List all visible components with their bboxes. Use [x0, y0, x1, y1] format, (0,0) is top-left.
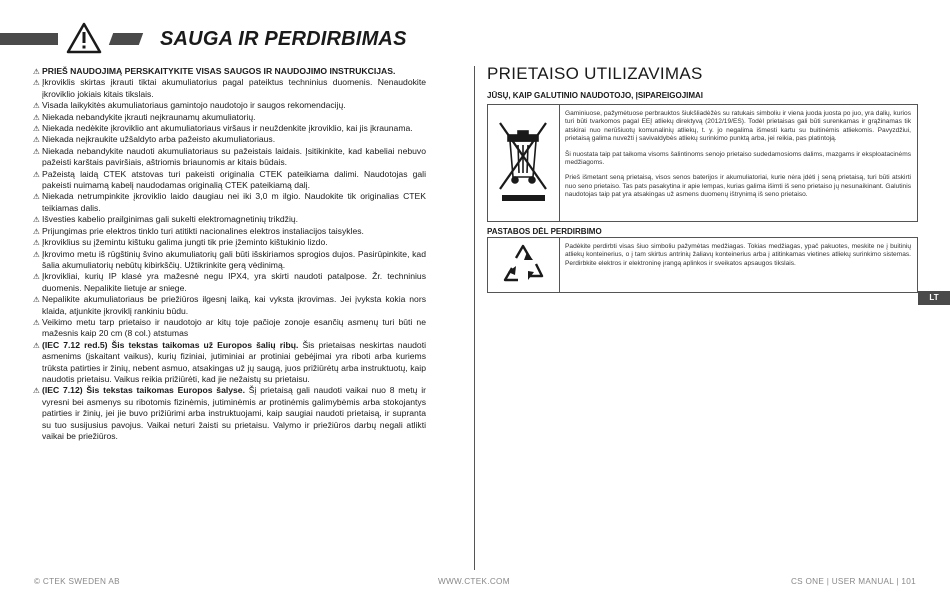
column-divider	[474, 66, 475, 570]
safety-item-text: Niekada nebandykite naudoti akumuliatoriaus su pažeistais laidais. Įsitikinkite, kad kabeliai nebuvo pažeisti karštais paviršiais, aštriomis briaunomis ar kitais būdais.	[42, 145, 426, 168]
safety-item	[34, 112, 426, 123]
safety-item-text: Išvesties kabelio prailginimas gali sukelti elektromagnetinių trikdžių.	[42, 214, 299, 225]
safety-item	[34, 134, 426, 145]
warning-icon: ⚠	[33, 238, 40, 248]
warning-icon: ⚠	[33, 124, 40, 134]
safety-item-text: Pažeistą laidą CTEK atstovas turi pakeisti originalia CTEK pateikiama dalimi. Naudotojas gali pakeisti nuimamą kabelį naudodamas originalią CTEK pateikiamą dalį.	[42, 168, 426, 191]
weee-box	[487, 104, 918, 222]
safety-item	[34, 294, 426, 317]
footer-copyright: © CTEK SWEDEN AB	[34, 577, 120, 586]
recycling-subtitle: PASTABOS DĖL PERDIRBIMO	[487, 227, 602, 236]
safety-item-bold: (IEC 7.12 red.5) Šis tekstas taikomas už Europos šalių ribų.	[42, 339, 299, 350]
safety-item	[34, 385, 426, 442]
safety-item	[34, 237, 426, 248]
safety-item-text: Įkroviklis skirtas įkrauti tiktai akumuliatorius pagal pateiktus techninius duomenis. Nenaudokite įkroviklio jokiais kitais tikslais.	[42, 77, 426, 99]
warning-icon: ⚠	[33, 340, 40, 350]
warning-triangle-icon	[66, 22, 102, 54]
safety-item	[34, 191, 426, 214]
safety-item-text: Įkrovimo metu iš rūgštinių švino akumuliatorių gali būti išskiriamos sprogios dujos. Pasirūpinkite, kad šalia akumuliatorių nebūtų kibirkščių. Užtikrinkite gerą vėdinimą.	[42, 248, 426, 270]
safety-item-bold: PRIEŠ NAUDOJIMĄ PERSKAITYKITE VISAS SAUGOS IR NAUDOJIMO INSTRUKCIJAS.	[42, 66, 396, 76]
warning-icon: ⚠	[33, 295, 40, 305]
safety-item	[34, 123, 426, 134]
safety-item	[34, 271, 426, 294]
warning-icon: ⚠	[33, 249, 40, 259]
warning-icon: ⚠	[33, 67, 40, 76]
safety-item-text: Veikimo metu tarp prietaiso ir naudotojo ar kitų toje pačioje zonoje esančių asmenų turi būti ne mažesnis kaip 20 cm (8 col.) atstumas	[42, 316, 426, 339]
page-title: SAUGA IR PERDIRBIMAS	[160, 28, 407, 50]
crossed-bin-icon	[488, 105, 559, 221]
warning-icon: ⚠	[33, 317, 40, 327]
safety-item	[34, 77, 426, 100]
recycle-icon-cell	[488, 238, 560, 292]
safety-item	[34, 226, 426, 237]
warning-icon: ⚠	[33, 78, 40, 88]
header-bar-left	[0, 33, 58, 45]
safety-item	[34, 146, 426, 169]
header-bar-right	[109, 33, 143, 45]
safety-item-text: Niekada nebandykite įkrauti neįkraunamų akumuliatorių.	[42, 111, 256, 122]
weee-paragraph: Ši nuostata taip pat taikoma visoms šalintinoms senojo prietaiso sudedamosioms dalims, mazgams ir eksploatacinėms medžiagoms.	[565, 150, 911, 167]
warning-icon: ⚠	[33, 101, 40, 111]
safety-item	[34, 317, 426, 340]
warning-icon: ⚠	[33, 272, 40, 282]
warning-icon: ⚠	[33, 169, 40, 179]
warning-icon: ⚠	[33, 112, 40, 122]
warning-icon: ⚠	[33, 386, 40, 396]
safety-item	[34, 214, 426, 225]
safety-item-text: Niekada neįkraukite užšaldyto arba pažeisto akumuliatoriaus.	[42, 134, 276, 145]
safety-item-text: Šį prietaisą gali naudoti vaikai nuo 8 metų ir vyresni bei asmenys su ribotomis fizinėmis, jutiminėmis ar protinėmis galimybėmis arba stokojantys patirties ir žinių, jei jie buvo prižiūrimi arba instruktuojami, kaip saugiai naudoti prietaisą, ir supranta su tuo susijusius pavojus. Vaikai neturi žaisti su prietaisu. Valymo ir priežiūros darbų negali atlikti vaikai be priežiūros.	[42, 385, 426, 441]
recycle-icon	[488, 238, 559, 292]
safety-item-text: Įkroviklius su įžemintu kištuku galima jungti tik prie įžeminto kištukinio lizdo.	[42, 237, 328, 248]
safety-list	[34, 66, 426, 442]
safety-item-text: Šis prietaisas neskirtas naudoti asmenims (įskaitant vaikus), kurių fiziniai, jutiminiai ar protiniai gebėjimai yra riboti arba kuriems trūksta patirties ir žinių, nebent asmuo, atsakingas už jų saugą, juos prižiūrėtų arba instruktuotų, kaip naudotis prietaisu. Vaikus reikia prižiūrėti, kad jie nežaistų su prietaisu.	[42, 339, 426, 384]
warning-icon: ⚠	[33, 215, 40, 225]
safety-item-text: Niekada netrumpinkite įkroviklio laido daugiau nei iki 3,0 m ilgio. Naudokite tik originalias CTEK teikiamas dalis.	[42, 191, 426, 213]
recycling-text: Padėkite perdirbti visas šiuo simboliu pažymėtas medžiagas. Tokias medžiagas, ypač pakuotes, meskite ne į buitinių atliekų konteinerius, o į tam skirtus antrinių žaliavų konteinerius arba į atitinkamas vietines atliekų surinkimo sistemas. Perdirbkite elektros ir elektroninę įrangą aplinkos ir sveikatos apsaugos tikslais.	[565, 243, 911, 267]
weee-paragraph: Gaminiuose, pažymėtuose perbrauktos šiukšliadėžės su ratukais simboliu ir viena juoda juosta po juo, yra dalių, kurios turi būti tvarkomos pagal EEĮ atliekų direktyvą (2012/19/ES). Todėl prietaisas gali būti surenkamas ir grąžinamas tik atskirai nuo nerūšiuotų komunalinių atliekų, t. y. jo negalima išmesti kartu su buitinėmis atliekomis. Pavyzdžiui, prietaisą galima nuvežti į savivaldybės atliekų surinkimo punktą arba, jei reikia, pas platintoją.	[565, 110, 911, 143]
footer-page-info: CS ONE | USER MANUAL | 101	[790, 577, 916, 586]
safety-item	[34, 169, 426, 192]
safety-item-text: Visada laikykitės akumuliatoriaus gamintojo naudotojo ir saugos rekomendacijų.	[42, 100, 346, 111]
disposal-subtitle: JŪSŲ, KAIP GALUTINIO NAUDOTOJO, ĮSIPAREIGOJIMAI	[487, 91, 704, 100]
safety-item-bold: (IEC 7.12) Šis tekstas taikomas Europos šalyse.	[42, 385, 245, 396]
safety-item	[34, 66, 426, 77]
safety-item	[34, 249, 426, 272]
warning-icon: ⚠	[33, 146, 40, 156]
warning-icon: ⚠	[33, 226, 40, 236]
warning-icon: ⚠	[33, 135, 40, 145]
safety-item	[34, 340, 426, 386]
safety-item-text: Prijungimas prie elektros tinklo turi atitikti nacionalines elektros instaliacijos taisykles.	[42, 225, 364, 236]
warning-icon: ⚠	[33, 192, 40, 202]
safety-item	[34, 100, 426, 111]
weee-icon-cell	[488, 105, 560, 221]
language-tab: LT	[918, 291, 950, 305]
safety-item-text: Nepalikite akumuliatoriaus be priežiūros ilgesnį laiką, kai vyksta įkrovimas. Jei įvyksta kokia nors klaida, atjunkite įkroviklį rankiniu būdu.	[42, 294, 426, 316]
disposal-title: PRIETAISO UTILIZAVIMAS	[487, 64, 703, 83]
weee-paragraph: Prieš išmetant seną prietaisą, visos senos baterijos ir akumuliatoriai, kurie nėra įdėti į seną prietaisą, turi būti atskirti nuo seno prietaiso. Tas pats pasakytina ir apie lempas, kurias galima išimti iš seno prietaiso jų nesunaikinant. Galutinis naudotojas taip pat yra atsakingas už asmens duomenų ištrynimą iš seno prietaiso.	[565, 174, 911, 199]
safety-item-text: Niekada nedėkite įkroviklio ant akumuliatoriaus viršaus ir neuždenkite įkroviklio, kai jis įkraunama.	[42, 123, 413, 134]
weee-text	[565, 110, 911, 207]
footer-website: WWW.CTEK.COM	[438, 577, 510, 586]
safety-item-text: Įkrovikliai, kurių IP klasė yra mažesnė negu IPX4, yra skirti naudoti patalpose. Žr. techninius duomenis. Nepalikite lietuje ar sniege.	[42, 271, 426, 293]
recycling-box	[487, 237, 918, 293]
